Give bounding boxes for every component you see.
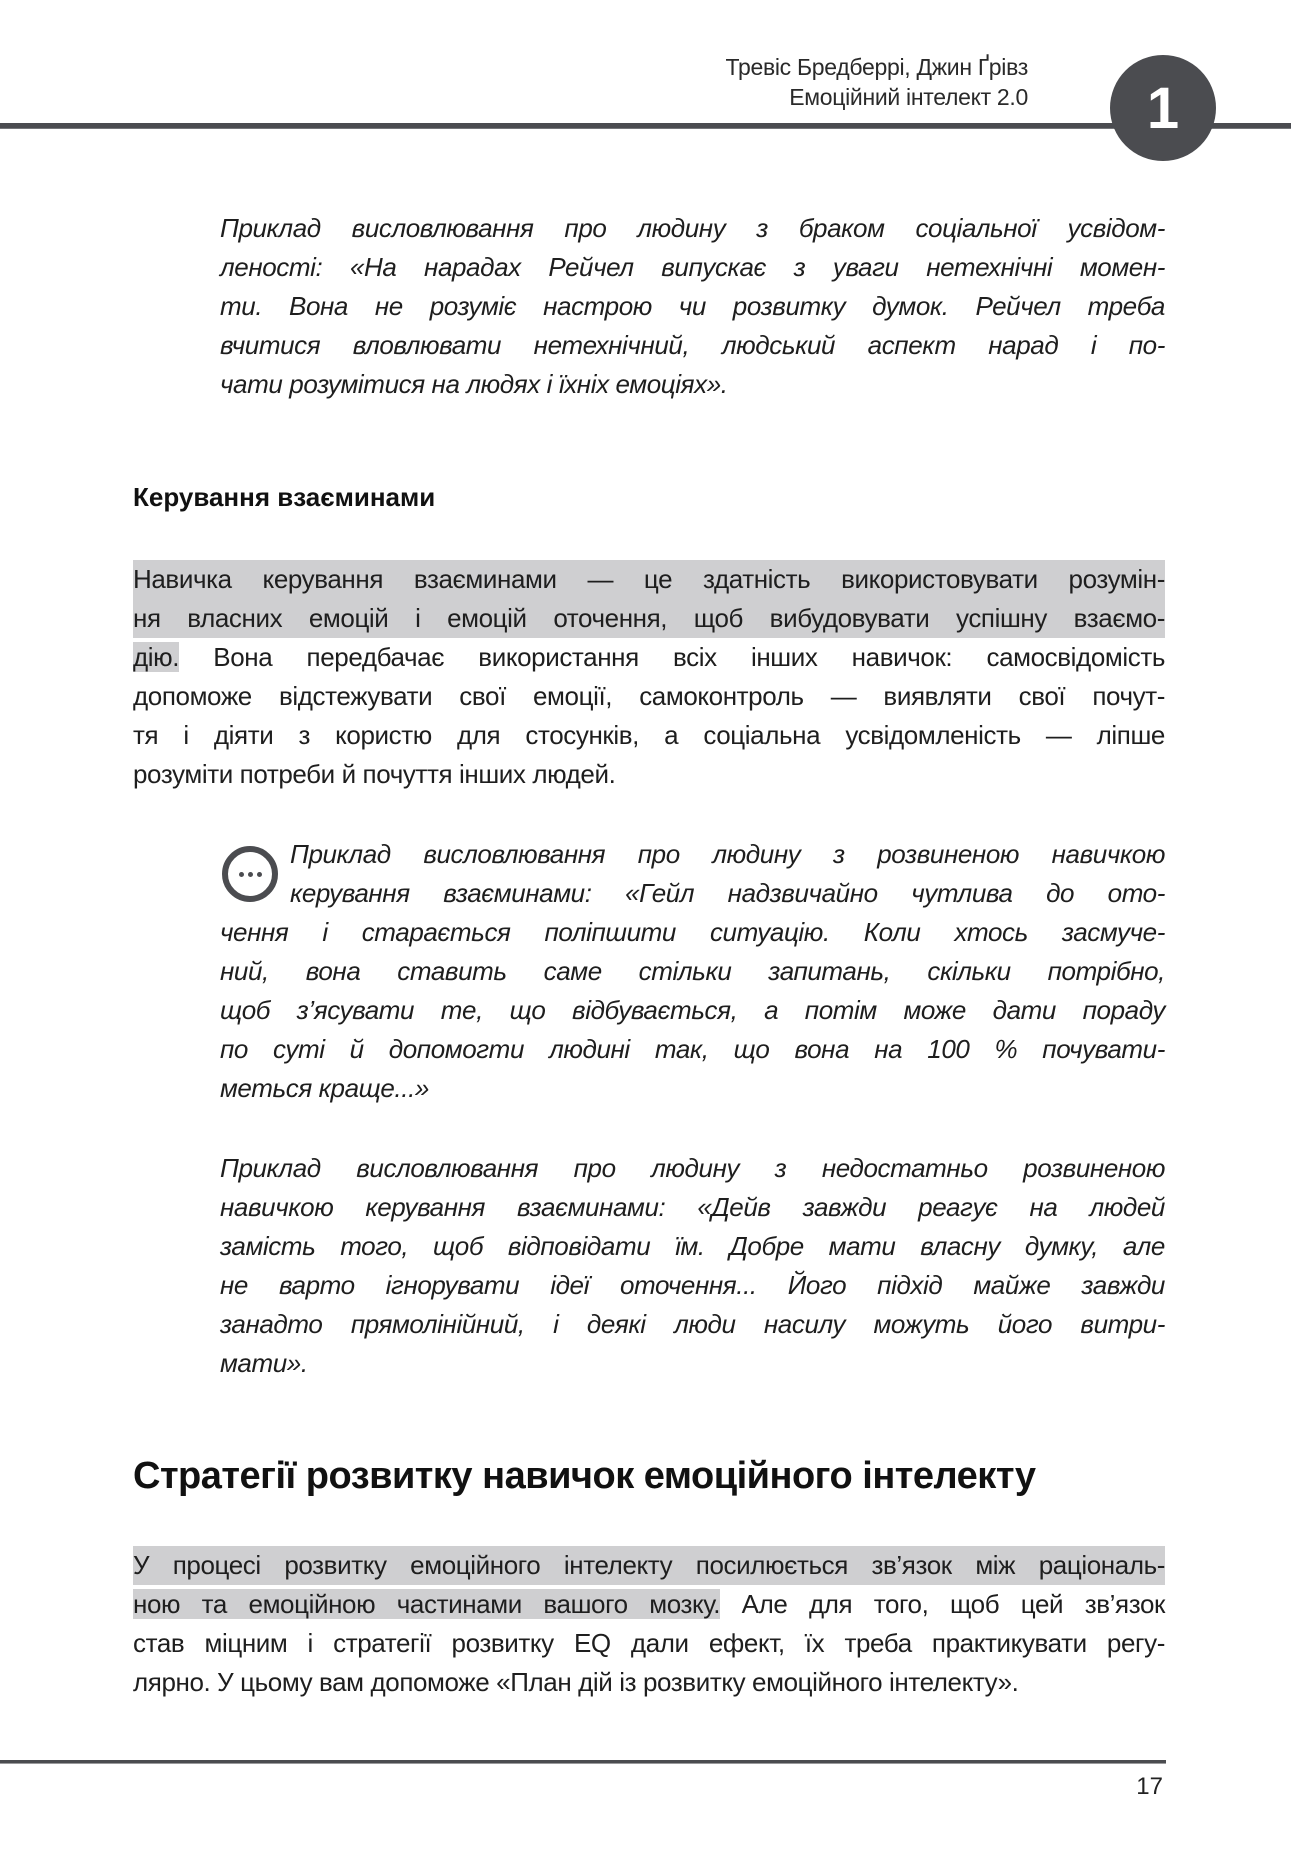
header-rule	[0, 123, 1291, 129]
strategies-paragraph	[133, 1546, 1165, 1702]
text-fragment: Вона передбачає використання всіх інших навичок: самосвідомість	[179, 642, 1165, 672]
highlighted-line: У процесі розвитку емоційного інтелекту посилюється зв’язок між раціональ-	[133, 1546, 1165, 1585]
quote-relationship-low	[220, 1149, 1165, 1383]
quote-line: леності: «На нарадах Рейчел випускає з уваги нетехнічні момен-	[220, 252, 1165, 282]
quote-relationship-high	[220, 835, 1165, 1108]
quote-line: Приклад висловлювання про людину з розвиненою навичкою	[290, 839, 1165, 869]
paragraph-line: лярно. У цьому вам допоможе «План дій із розвитку емоційного інтелекту».	[133, 1667, 1019, 1697]
highlighted-line: ня власних емоцій і емоцій оточення, щоб вибудовувати успішну взаємо-	[133, 599, 1165, 638]
running-header-book-title: Емоційний інтелект 2.0	[789, 84, 1028, 110]
section-heading-relationship-management: Керування взаєминами	[133, 482, 436, 512]
paragraph-line: тя і діяти з користю для стосунків, а соціальна усвідомленість — ліпше	[133, 720, 1165, 750]
chapter-number: 1	[1146, 75, 1180, 141]
paragraph-line: став міцним і стратегії розвитку EQ дали ефект, їх треба практикувати регу-	[133, 1628, 1165, 1658]
quote-line: щоб з’ясувати те, що відбувається, а потім може дати пораду	[220, 995, 1165, 1025]
footer-rule	[0, 1760, 1166, 1764]
quote-line: керування взаєминами: «Гейл надзвичайно чутлива до ото-	[290, 878, 1165, 908]
quote-line: Приклад висловлювання про людину з недостатньо розвиненою	[220, 1153, 1165, 1183]
quote-line: ний, вона ставить саме стільки запитань, скільки потрібно,	[220, 956, 1165, 986]
quote-line: по суті й допомогти людині так, що вона на 100 % почувати-	[220, 1034, 1165, 1064]
quote-line: навичкою керування взаєминами: «Дейв завжди реагує на людей	[220, 1192, 1165, 1222]
quote-line: чення і старається поліпшити ситуацію. Коли хтось засмуче-	[220, 917, 1165, 947]
quote-line: вчитися вловлювати нетехнічний, людський аспект нарад і по-	[220, 330, 1165, 360]
paragraph-line	[133, 1585, 1165, 1624]
quote-line: замість того, щоб відповідати їм. Добре мати власну думку, але	[220, 1231, 1165, 1261]
highlighted-line: Навичка керування взаєминами — це здатність використовувати розумін-	[133, 560, 1165, 599]
running-header-authors: Тревіс Бредберрі, Джин Ґрівз	[725, 54, 1028, 80]
quote-line: занадто прямолінійний, і деякі люди насилу можуть його витри-	[220, 1309, 1165, 1339]
paragraph-line: допоможе відстежувати свої емоції, самоконтроль — виявляти свої почут-	[133, 681, 1165, 711]
relationship-management-paragraph	[133, 560, 1165, 794]
quote-line: мати».	[220, 1348, 308, 1378]
text-fragment: Але для того, щоб цей зв’язок	[720, 1589, 1165, 1619]
section-heading-strategies: Стратегії розвитку навичок емоційного інтелекту	[133, 1455, 1036, 1497]
quote-social-awareness-low	[220, 209, 1165, 404]
quote-line: Приклад висловлювання про людину з браком соціальної усвідом-	[220, 213, 1165, 243]
quote-line: чати розумітися на людях і їхніх емоціях».	[220, 369, 728, 399]
paragraph-line	[133, 638, 1165, 677]
page-number: 17	[1136, 1773, 1163, 1800]
quote-line: ти. Вона не розуміє настрою чи розвитку думок. Рейчел треба	[220, 291, 1165, 321]
highlighted-fragment: ною та емоційною частинами вашого мозку.	[133, 1589, 721, 1619]
quote-line: не варто ігнорувати ідеї оточення... Його підхід майже завжди	[220, 1270, 1165, 1300]
quote-line: меться краще...»	[220, 1073, 429, 1103]
paragraph-line: розуміти потреби й почуття інших людей.	[133, 759, 616, 789]
chapter-number-badge	[1110, 55, 1216, 161]
highlighted-fragment: дію.	[133, 642, 180, 672]
